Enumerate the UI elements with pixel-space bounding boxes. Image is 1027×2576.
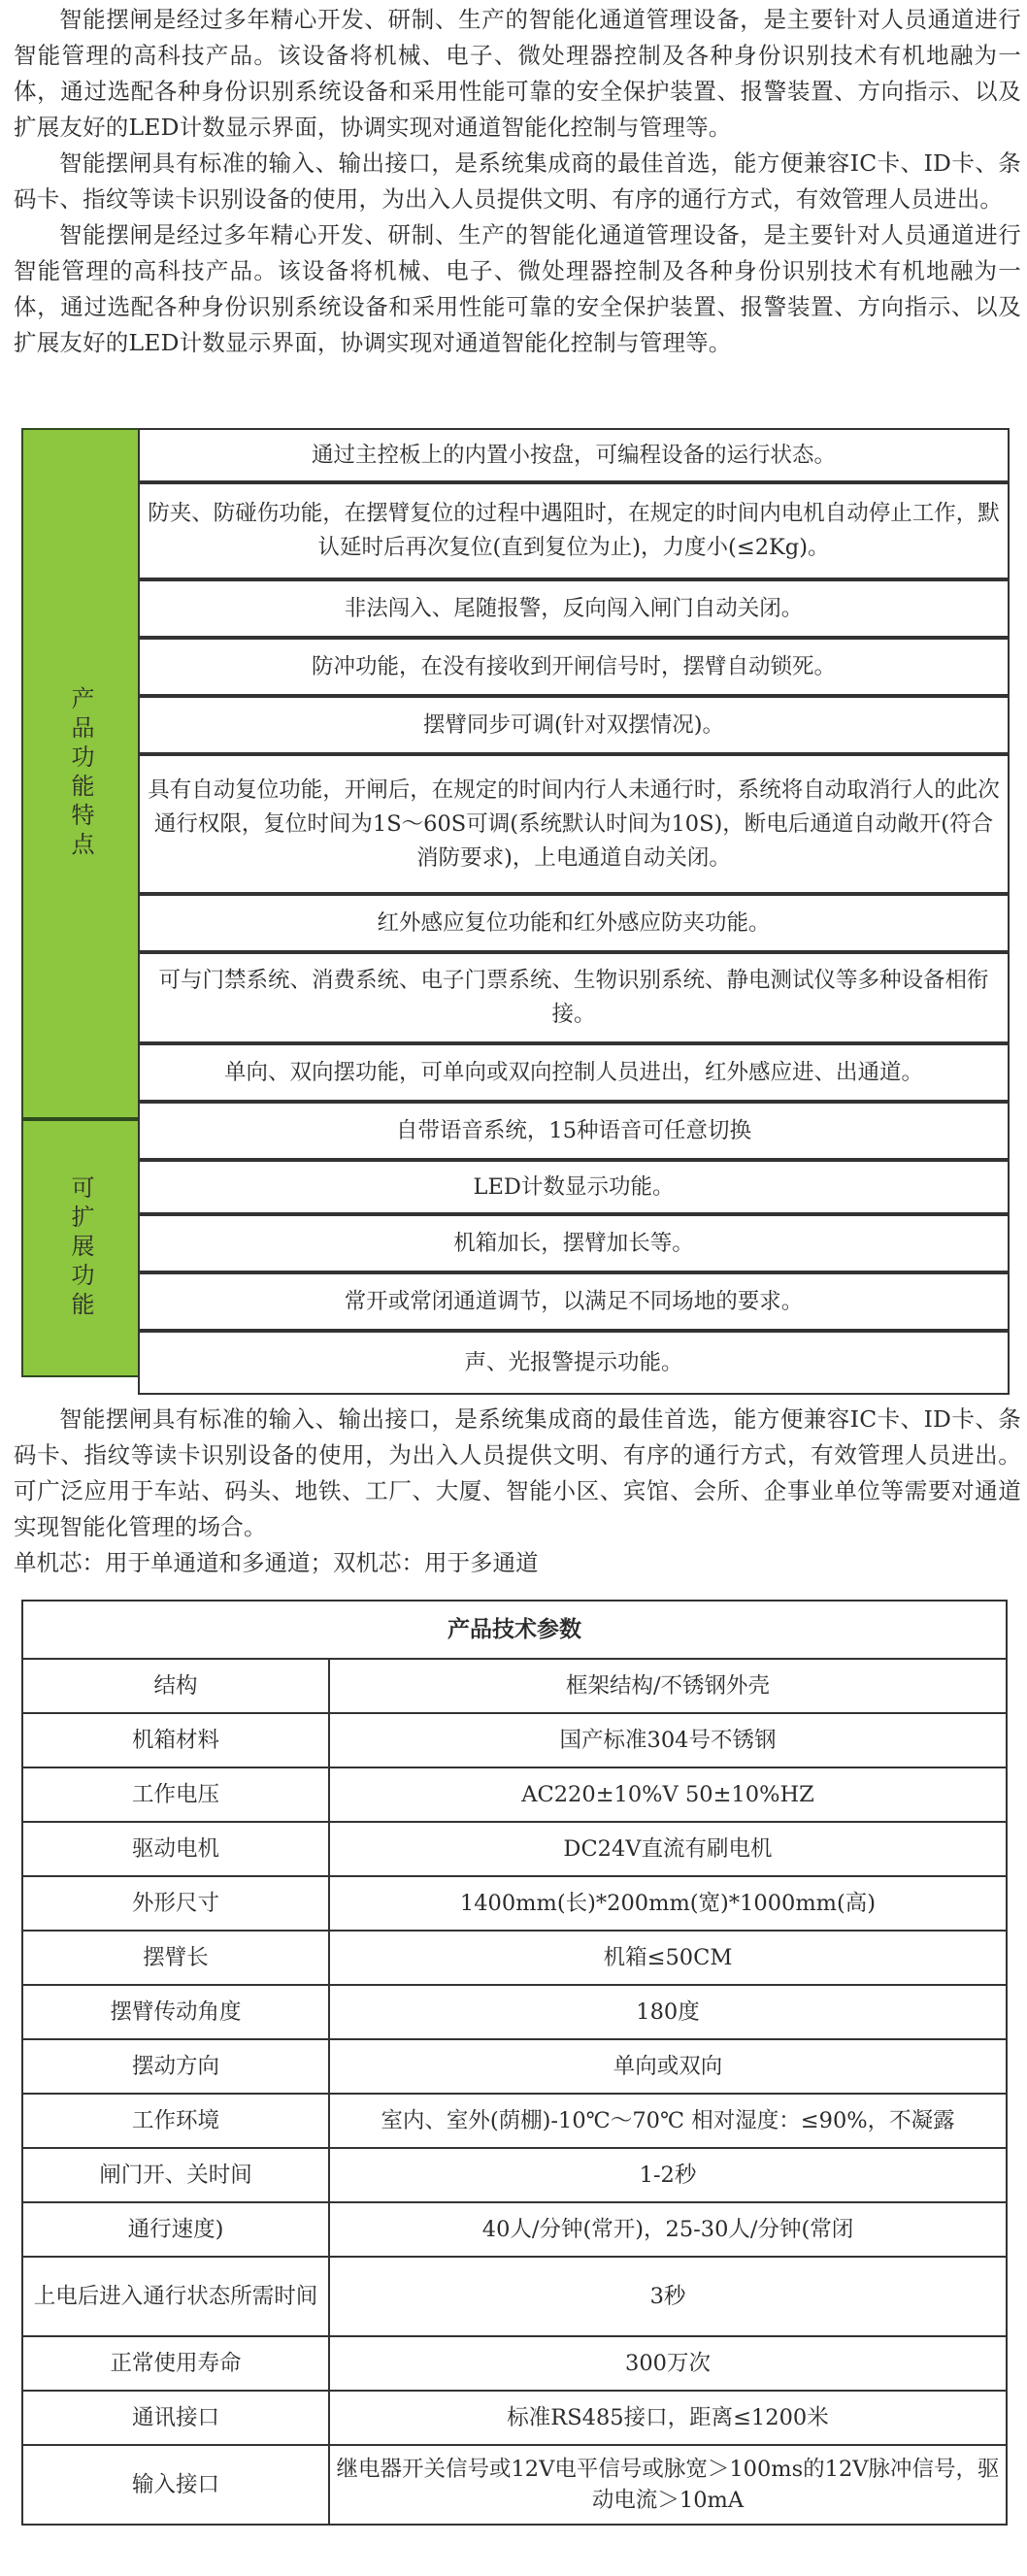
core-note: 单机芯：用于单通道和多通道；双机芯：用于多通道 bbox=[14, 1549, 539, 1576]
feature-row: 防冲功能，在没有接收到开闸信号时，摆臂自动锁死。 bbox=[138, 638, 1010, 696]
feature-row: 非法闯入、尾随报警，反向闯入闸门自动关闭。 bbox=[138, 579, 1010, 638]
feature-row: 可与门禁系统、消费系统、电子门票系统、生物识别系统、静电测试仪等多种设备相衔接。 bbox=[138, 952, 1010, 1043]
outro bbox=[0, 1402, 1027, 1581]
document-page bbox=[0, 0, 1027, 361]
tech-spec-table bbox=[21, 1600, 1008, 2526]
outro-paragraph: 智能摆闸具有标准的输入、输出接口，是系统集成商的最佳首选，能方便兼容IC卡、ID卡、条码卡、指纹等读卡识别设备的使用，为出入人员提供文明、有序的通行方式，有效管理人员进出。可广泛应用于车站、码头、地铁、工厂、大厦、智能小区、宾馆、会所、企事业单位等需要对通道实现智能化管理的场合。 bbox=[14, 1405, 1021, 1540]
features-label: 产品功能特点 bbox=[67, 686, 94, 861]
spec-key: 摆臂长 bbox=[22, 1931, 329, 1985]
intro-paragraph-1: 智能摆闸是经过多年精心开发、研制、生产的智能化通道管理设备，是主要针对人员通道进行智能管理的高科技产品。该设备将机械、电子、微处理器控制及各种身份识别技术有机地融为一体，通过选配各种身份识别系统设备和采用性能可靠的安全保护装置、报警装置、方向指示、以及扩展友好的LED计数显示界面，协调实现对通道智能化控制与管理等。 bbox=[14, 6, 1021, 141]
spec-key: 通行速度) bbox=[22, 2202, 329, 2257]
spec-value: 国产标准304号不锈钢 bbox=[329, 1713, 1007, 1767]
expand-row: 常开或常闭通道调节，以满足不同场地的要求。 bbox=[138, 1272, 1010, 1331]
spec-value: 机箱≤50CM bbox=[329, 1931, 1007, 1985]
feature-row: 单向、双向摆功能，可单向或双向控制人员进出，红外感应进、出通道。 bbox=[138, 1043, 1010, 1102]
features-label-cell bbox=[21, 428, 138, 1119]
tech-title: 产品技术参数 bbox=[22, 1601, 1007, 1659]
spec-key: 闸门开、关时间 bbox=[22, 2148, 329, 2202]
spec-value: 1400mm(长)*200mm(宽)*1000mm(高) bbox=[329, 1876, 1007, 1931]
expand-label: 可扩展功能 bbox=[67, 1175, 94, 1321]
spec-value: 3秒 bbox=[329, 2257, 1007, 2336]
spec-key: 机箱材料 bbox=[22, 1713, 329, 1767]
spec-value: 框架结构/不锈钢外壳 bbox=[329, 1659, 1007, 1713]
feature-row: 具有自动复位功能，开闸后，在规定的时间内行人未通行时，系统将自动取消行人的此次通行权限，复位时间为1S～60S可调(系统默认时间为10S)，断电后通道自动敞开(符合消防要求)，上电通道自动关闭。 bbox=[138, 754, 1010, 894]
intro-paragraph-3: 智能摆闸是经过多年精心开发、研制、生产的智能化通道管理设备，是主要针对人员通道进行智能管理的高科技产品。该设备将机械、电子、微处理器控制及各种身份识别技术有机地融为一体，通过选配各种身份识别系统设备和采用性能可靠的安全保护装置、报警装置、方向指示、以及扩展友好的LED计数显示界面，协调实现对通道智能化控制与管理等。 bbox=[14, 221, 1021, 356]
spec-key: 通讯接口 bbox=[22, 2391, 329, 2445]
feature-row: 通过主控板上的内置小按盘，可编程设备的运行状态。 bbox=[138, 428, 1010, 482]
spec-value: 继电器开关信号或12V电平信号或脉宽＞100ms的12V脉冲信号，驱动电流＞10mA bbox=[329, 2445, 1007, 2525]
spec-key: 工作电压 bbox=[22, 1767, 329, 1822]
spec-value: 室内、室外(荫棚)-10℃～70℃ 相对湿度：≤90%，不凝露 bbox=[329, 2094, 1007, 2148]
spec-value: 单向或双向 bbox=[329, 2039, 1007, 2094]
spec-value: 1-2秒 bbox=[329, 2148, 1007, 2202]
feature-row: 防夹、防碰伤功能，在摆臂复位的过程中遇阻时，在规定的时间内电机自动停止工作，默认延时后再次复位(直到复位为止)，力度小(≤2Kg)。 bbox=[138, 482, 1010, 579]
spec-key: 结构 bbox=[22, 1659, 329, 1713]
spec-key: 外形尺寸 bbox=[22, 1876, 329, 1931]
spec-value: 40人/分钟(常开)，25-30人/分钟(常闭 bbox=[329, 2202, 1007, 2257]
feature-row: 自带语音系统，15种语音可任意切换 bbox=[138, 1102, 1010, 1160]
spec-value: 标准RS485接口，距离≤1200米 bbox=[329, 2391, 1007, 2445]
spec-key: 输入接口 bbox=[22, 2445, 329, 2525]
spec-key: 摆动方向 bbox=[22, 2039, 329, 2094]
feature-row: 摆臂同步可调(针对双摆情况)。 bbox=[138, 696, 1010, 754]
spec-key: 上电后进入通行状态所需时间 bbox=[22, 2257, 329, 2336]
spec-value: DC24V直流有刷电机 bbox=[329, 1822, 1007, 1876]
feature-row: 红外感应复位功能和红外感应防夹功能。 bbox=[138, 894, 1010, 952]
spec-key: 正常使用寿命 bbox=[22, 2336, 329, 2391]
expand-label-cell bbox=[21, 1119, 138, 1377]
intro-paragraph-2: 智能摆闸具有标准的输入、输出接口，是系统集成商的最佳首选，能方便兼容IC卡、ID卡、条码卡、指纹等读卡识别设备的使用，为出入人员提供文明、有序的通行方式，有效管理人员进出。 bbox=[14, 149, 1021, 213]
spec-value: 180度 bbox=[329, 1985, 1007, 2039]
spec-value: AC220±10%V 50±10%HZ bbox=[329, 1767, 1007, 1822]
spec-key: 摆臂传动角度 bbox=[22, 1985, 329, 2039]
expand-row: LED计数显示功能。 bbox=[138, 1160, 1010, 1214]
spec-value: 300万次 bbox=[329, 2336, 1007, 2391]
spec-key: 驱动电机 bbox=[22, 1822, 329, 1876]
expand-row: 机箱加长，摆臂加长等。 bbox=[138, 1214, 1010, 1272]
spec-key: 工作环境 bbox=[22, 2094, 329, 2148]
expand-row: 声、光报警提示功能。 bbox=[138, 1331, 1010, 1395]
